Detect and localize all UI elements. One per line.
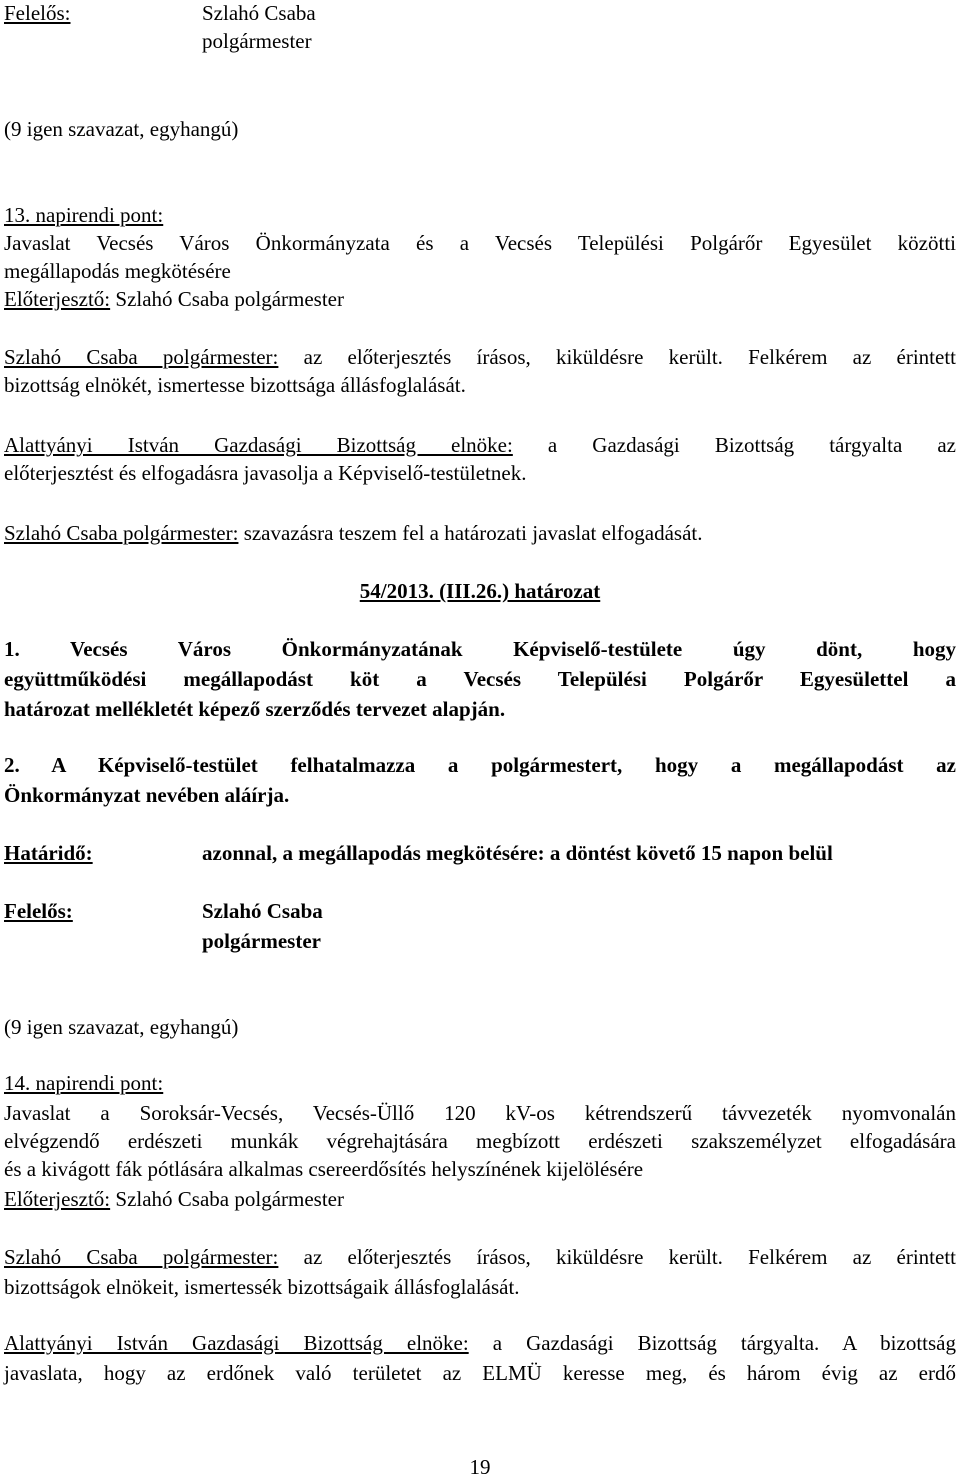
presenter-label: Előterjesztő: — [4, 1187, 111, 1211]
speaker-name: Szlahó Csaba polgármester: — [4, 521, 239, 545]
agenda-subject-line: Javaslat a Soroksár-Vecsés, Vecsés-Üllő 120 kV-os kétrendszerű távvezeték nyomvonalán — [4, 1101, 956, 1125]
resolution-text-line: határozat mellékletét képező szerződés tervezet alapján. — [4, 697, 506, 721]
vote-result: (9 igen szavazat, egyhangú) — [4, 117, 239, 141]
paragraph-line: javaslata, hogy az erdőnek való területet az ELMÜ keresse meg, és három évig az erdő — [4, 1361, 956, 1385]
presenter-label: Előterjesztő: — [4, 287, 111, 311]
resolution-point — [4, 752, 956, 778]
paragraph-line — [4, 1244, 956, 1270]
paragraph-line: bizottság elnökét, ismertesse bizottsága állásfoglalását. — [4, 373, 466, 397]
deadline-row — [4, 840, 956, 866]
agenda-subject-line: elvégzendő erdészeti munkák végrehajtására megbízott erdészeti szakszemélyzet elfogadására — [4, 1129, 956, 1153]
paragraph-line — [4, 520, 956, 546]
resolution-text-line: együttműködési megállapodást köt a Vecsés Települési Polgárőr Egyesülettel a — [4, 667, 956, 691]
resolution-point-number: 2. — [4, 753, 20, 777]
paragraph-line: előterjesztést és elfogadásra javasolja a Képviselő-testületnek. — [4, 461, 527, 485]
resolution-text-line: Önkormányzat nevében aláírja. — [4, 783, 290, 807]
presenter-row — [4, 286, 956, 312]
presenter-row — [4, 1186, 956, 1212]
agenda-heading-text: 13. napirendi pont: — [4, 203, 164, 227]
resolution-point — [4, 636, 956, 662]
paragraph-text: szavazásra teszem fel a határozati javaslat elfogadását. — [243, 521, 703, 545]
presenter-value: Szlahó Csaba polgármester — [115, 287, 344, 311]
responsible-label: Felelős: — [4, 899, 73, 923]
page-number: 19 — [469, 1455, 491, 1479]
paragraph-line — [4, 432, 956, 458]
responsible-label: Felelős: — [4, 1, 71, 25]
resolution-point-text: A Képviselő-testület felhatalmazza a polgármestert, hogy a megállapodást az — [51, 753, 956, 777]
speaker-name: Szlahó Csaba polgármester: — [4, 345, 279, 369]
vote-result: (9 igen szavazat, egyhangú) — [4, 1015, 239, 1039]
paragraph-line: bizottságok elnökeit, ismertessék bizottságaik állásfoglalását. — [4, 1275, 520, 1299]
paragraph-text: a Gazdasági Bizottság tárgyalta az — [547, 433, 956, 457]
speaker-name: Szlahó Csaba polgármester: — [4, 1245, 279, 1269]
responsible-name: Szlahó Csaba — [202, 1, 316, 25]
paragraph-text: az előterjesztés írásos, kiküldésre került. Felkérem az érintett — [303, 1245, 957, 1269]
agenda-item-heading — [4, 202, 956, 228]
paragraph-line — [4, 344, 956, 370]
speaker-name: Alattyányi István Gazdasági Bizottság elnöke: — [4, 433, 513, 457]
resolution-title — [0, 578, 960, 604]
deadline-value: azonnal, a megállapodás megkötésére: a döntést követő 15 napon belül — [202, 841, 833, 865]
agenda-item-heading — [4, 1070, 956, 1096]
agenda-subject-line: és a kivágott fák pótlására alkalmas csereerdősítés helyszínének kijelölésére — [4, 1157, 644, 1181]
presenter-value: Szlahó Csaba polgármester — [115, 1187, 344, 1211]
responsible-title: polgármester — [202, 29, 312, 53]
agenda-subject-line: megállapodás megkötésére — [4, 259, 231, 283]
resolution-point-number: 1. — [4, 637, 20, 661]
responsible-row — [4, 0, 956, 26]
paragraph-line — [4, 1330, 956, 1356]
speaker-name: Alattyányi István Gazdasági Bizottság elnöke: — [4, 1331, 469, 1355]
agenda-heading-text: 14. napirendi pont: — [4, 1071, 164, 1095]
resolution-title-text: 54/2013. (III.26.) határozat — [359, 579, 601, 603]
responsible-name: Szlahó Csaba — [202, 899, 323, 923]
deadline-label: Határidő: — [4, 841, 93, 865]
responsible-row — [4, 898, 956, 924]
agenda-subject-line: Javaslat Vecsés Város Önkormányzata és a Vecsés Települési Polgárőr Egyesület közötti — [4, 231, 956, 255]
resolution-point-text: Vecsés Város Önkormányzatának Képviselő-testülete úgy dönt, hogy — [69, 637, 956, 661]
paragraph-text: a Gazdasági Bizottság tárgyalta. A bizottság — [492, 1331, 956, 1355]
paragraph-text: az előterjesztés írásos, kiküldésre került. Felkérem az érintett — [303, 345, 957, 369]
responsible-title: polgármester — [202, 929, 321, 953]
